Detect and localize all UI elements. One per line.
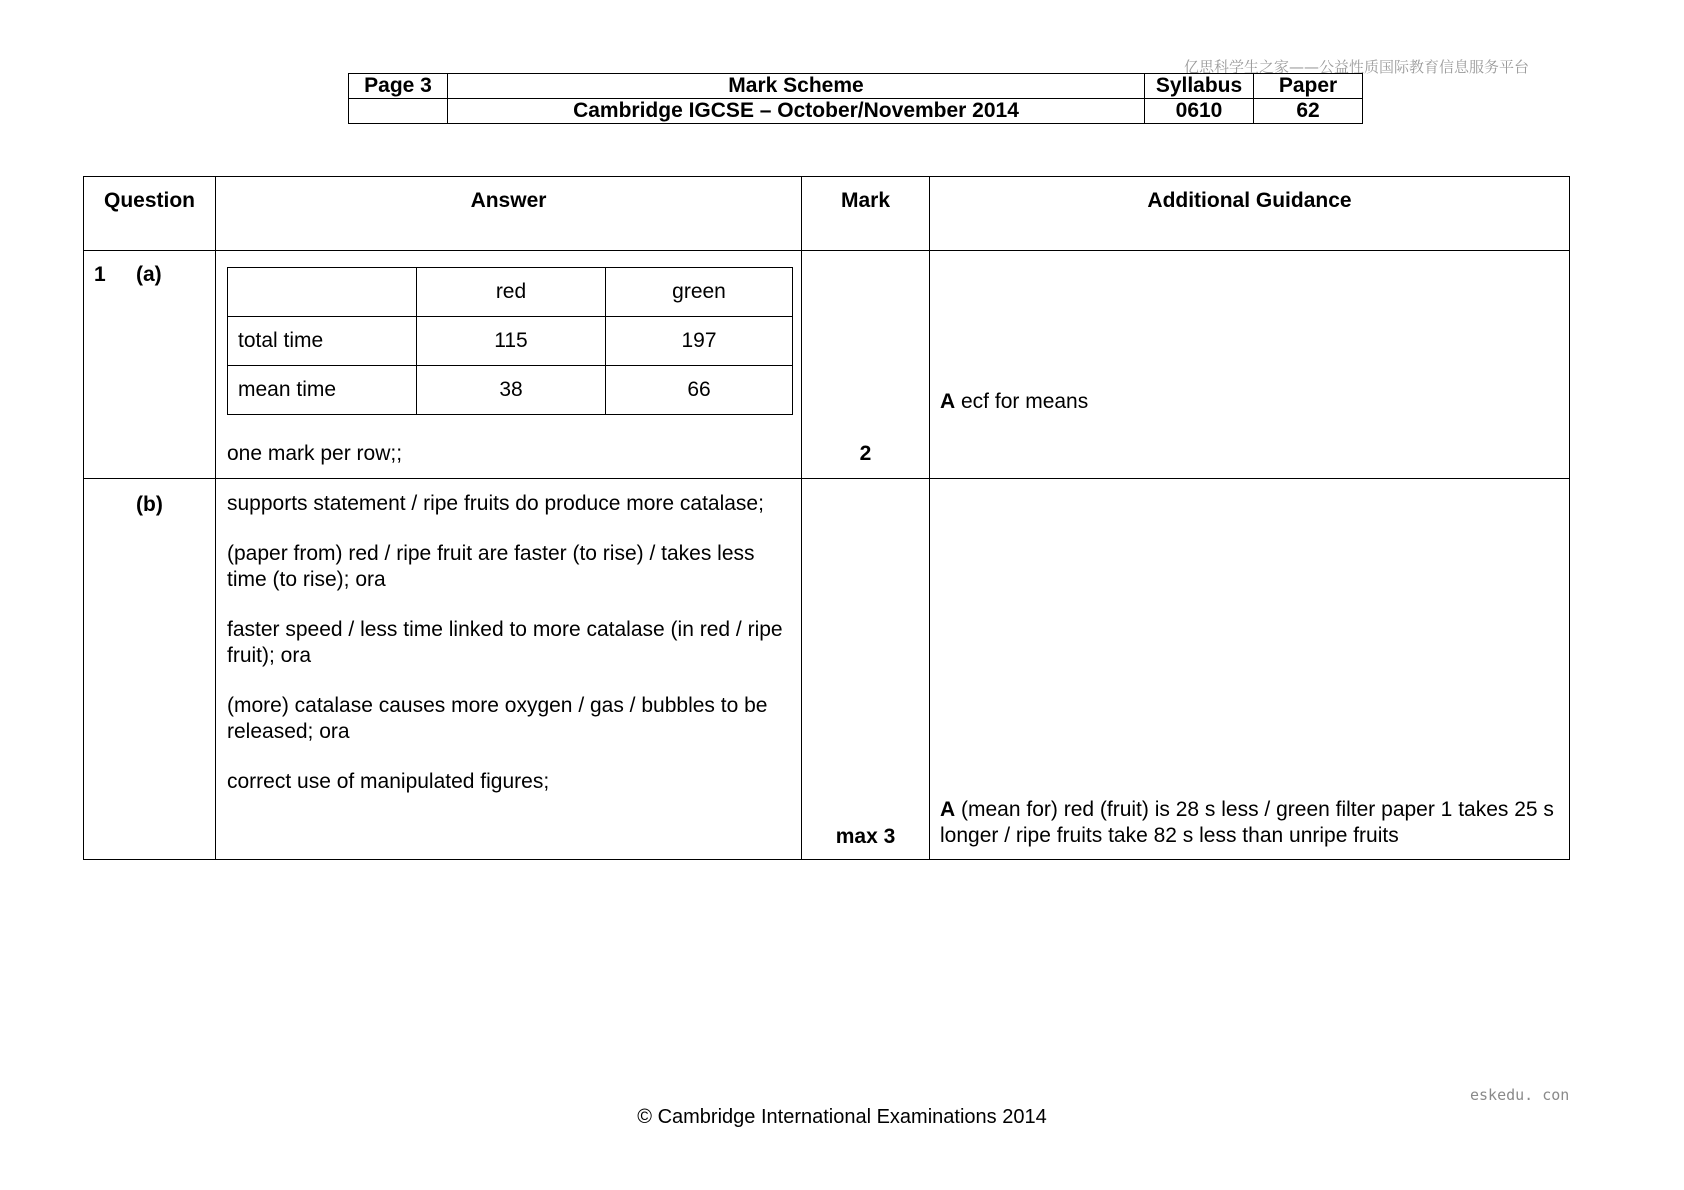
empty-cell [349,99,448,124]
watermark-bottom: eskedu. con [1470,1086,1570,1104]
answer-point: (more) catalase causes more oxygen / gas / bubbles to be released; ora [227,694,768,743]
answer-point: correct use of manipulated figures; [227,770,550,793]
copyright-footer: © Cambridge International Examinations 2014 [637,1106,1047,1128]
guidance-text [940,797,1559,849]
answer-1b [216,479,802,860]
column-mark: Mark [802,177,930,251]
times-cell-red: 38 [417,366,606,415]
question-part: (b) [136,493,163,516]
syllabus-code: 0610 [1145,99,1254,124]
times-cell-green: 197 [606,317,793,366]
answer-1a [216,251,802,479]
column-guidance: Additional Guidance [930,177,1570,251]
question-part: (a) [136,263,162,286]
watermark-top: 亿思科学生之家——公益性质国际教育信息服务平台 [1184,58,1530,76]
row-1a [84,251,1570,479]
times-table-header-green: green [606,268,793,317]
mark-value: max 3 [835,825,896,848]
answer-point: faster speed / less time linked to more catalase (in red / ripe fruit); ora [227,618,783,667]
times-row-label: mean time [228,366,417,415]
row-1b [84,479,1570,860]
guidance-detail: (mean for) red (fruit) is 28 s less / green filter paper 1 takes 25 s longer / ripe fruits take 82 s less than unripe fruits [940,798,1554,847]
guidance-text [940,389,1088,415]
mark-1b [802,479,930,860]
column-answer: Answer [216,177,802,251]
syllabus-label: Syllabus [1145,74,1254,99]
times-cell-green: 66 [606,366,793,415]
guidance-accept: A [940,798,956,821]
answer-point: supports statement / ripe fruits do produce more catalase; [227,492,764,515]
column-question: Question [84,177,216,251]
question-1b [84,479,216,860]
guidance-accept: A [940,390,956,413]
mark-1a [802,251,930,479]
times-cell-red: 115 [417,317,606,366]
header-table [348,73,1363,124]
guidance-1a [930,251,1570,479]
question-number: 1 [94,263,106,286]
paper-number: 62 [1254,99,1363,124]
paper-label: Paper [1254,74,1363,99]
page-label: Page 3 [349,74,448,99]
answer-point: (paper from) red / ripe fruit are faster (to rise) / takes less time (to rise); ora [227,542,755,591]
scheme-title: Mark Scheme [448,74,1145,99]
exam-title: Cambridge IGCSE – October/November 2014 [448,99,1145,124]
times-table [227,267,793,415]
times-table-header-red: red [417,268,606,317]
mark-value: 2 [859,442,872,465]
question-1a [84,251,216,479]
mark-scheme-table [83,176,1570,860]
guidance-1b [930,479,1570,860]
answer-note: one mark per row;; [227,442,403,465]
times-table-corner [228,268,417,317]
times-row-label: total time [228,317,417,366]
guidance-detail: ecf for means [955,390,1089,413]
